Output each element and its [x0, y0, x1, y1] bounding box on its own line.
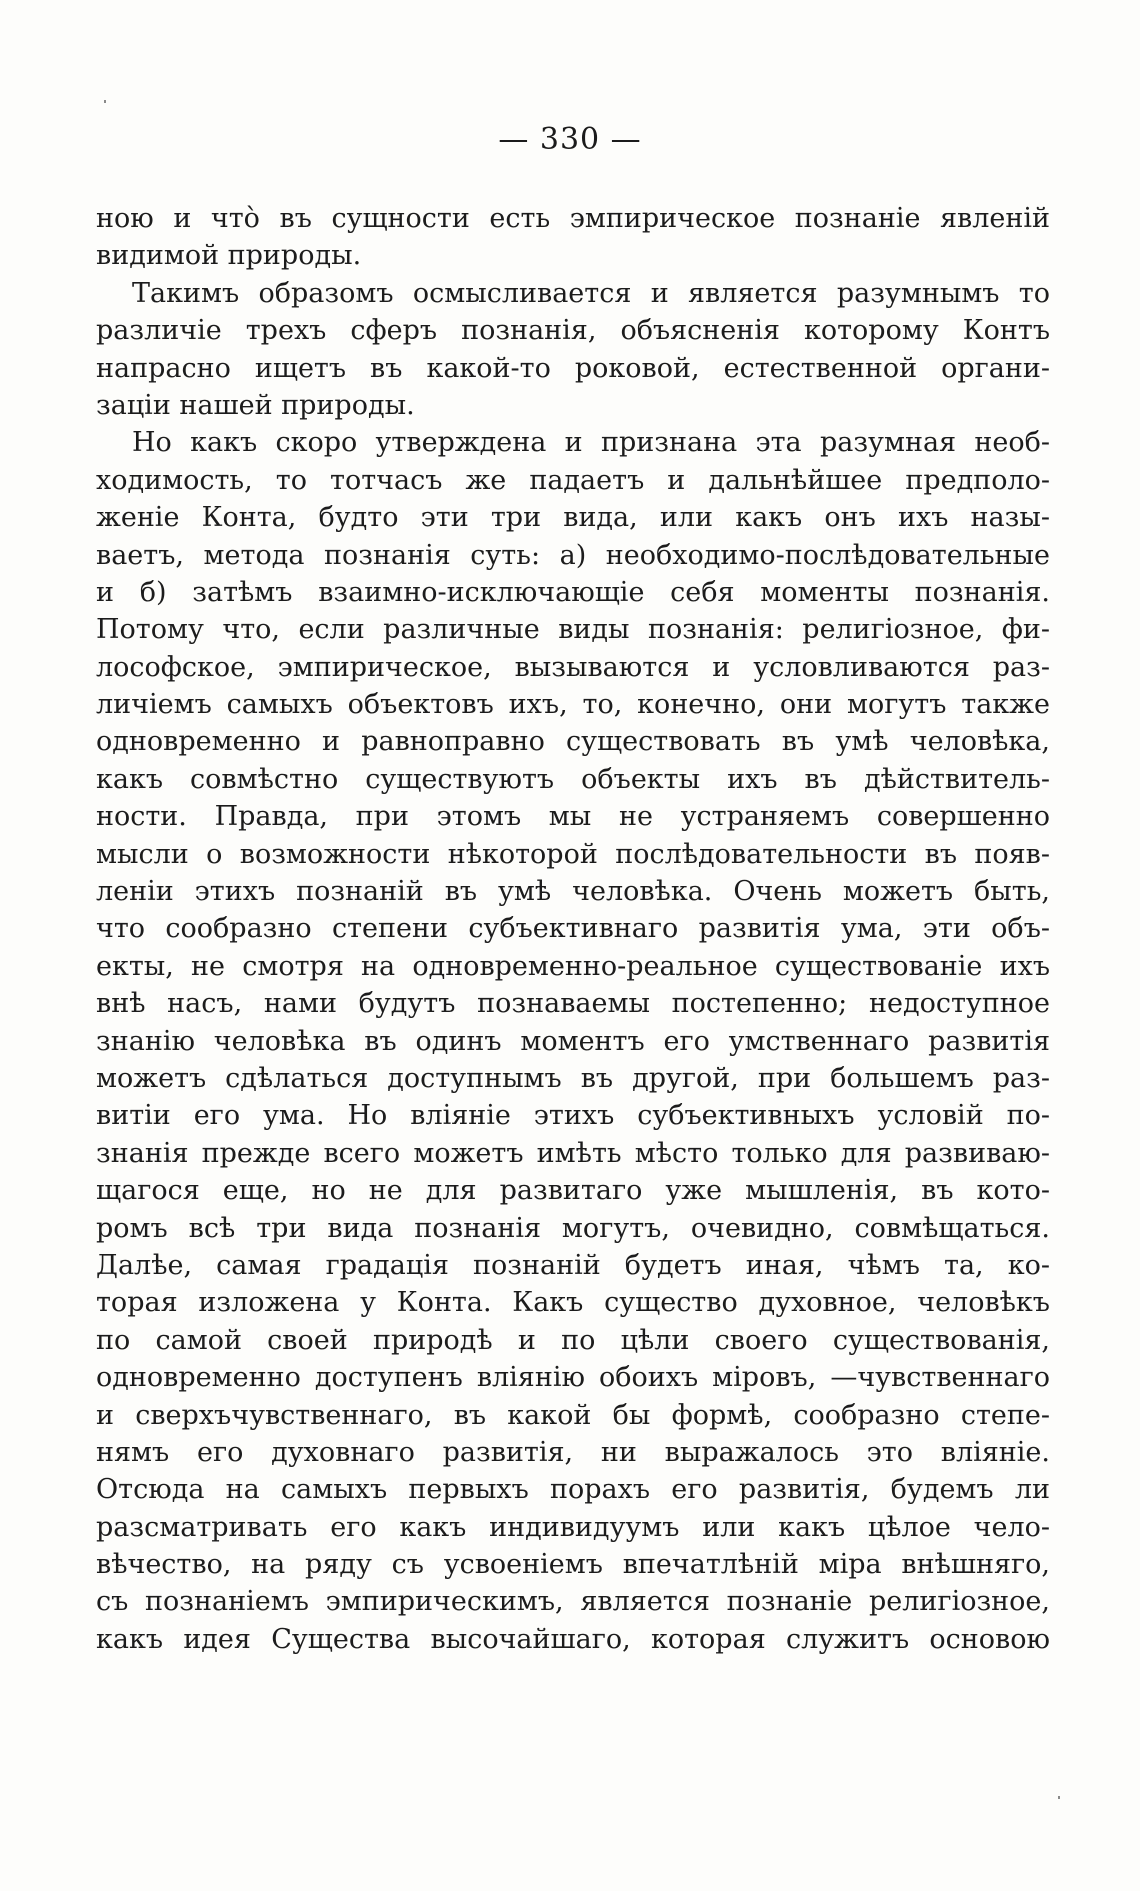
text-line: какъ идея Существа высочайшаго, которая служитъ основою	[96, 1623, 1050, 1655]
text-line: знанію человѣка въ одинъ моментъ его умственнаго развитія	[96, 1025, 1050, 1057]
text-line: можетъ сдѣлаться доступнымъ въ другой, при большемъ раз-	[96, 1062, 1050, 1094]
text-line: нямъ его духовнаго развитія, ни выражалось это вліяніе.	[96, 1436, 1050, 1468]
text-line: разсматривать его какъ индивидуумъ или какъ цѣлое чело-	[96, 1511, 1050, 1543]
text-line: внѣ насъ, нами будутъ познаваемы постепенно; недоступное	[96, 988, 1050, 1020]
body-text	[96, 200, 1050, 1658]
page-number: — 330 —	[498, 122, 642, 157]
text-line: какъ совмѣстно существуютъ объекты ихъ въ дѣйствитель-	[96, 763, 1050, 795]
text-line: лософское, эмпирическое, вызываются и условливаются раз-	[96, 651, 1050, 683]
text-line: ваетъ, метода познанія суть: а) необходимо-послѣдовательные	[96, 539, 1050, 571]
text-line: витіи его ума. Но вліяніе этихъ субъективныхъ условій по-	[96, 1100, 1050, 1132]
text-line: мысли о возможности нѣкоторой послѣдовательности въ появ-	[96, 838, 1050, 870]
text-line: Отсюда на самыхъ первыхъ порахъ его развитія, будемъ ли	[96, 1474, 1050, 1506]
text-line: одновременно и равноправно существовать въ умѣ человѣка,	[96, 726, 1050, 758]
text-line: заціи нашей природы.	[96, 389, 415, 421]
text-line: екты, не смотря на одновременно-реальное существованіе ихъ	[96, 950, 1050, 982]
text-line: ности. Правда, при этомъ мы не устраняемъ совершенно	[96, 801, 1050, 833]
text-line: ною и что̀ въ сущности есть эмпирическое познаніе явленій	[96, 203, 1050, 234]
text-line: съ познаніемъ эмпирическимъ, является познаніе религіозное,	[96, 1586, 1050, 1618]
text-line: одновременно доступенъ вліянію обоихъ міровъ, —чувственнаго	[96, 1362, 1050, 1394]
text-line: вѣчество, на ряду съ усвоеніемъ впечатлѣній міра внѣшняго,	[96, 1549, 1050, 1581]
text-line: Но какъ скоро утверждена и признана эта разумная необ-	[132, 427, 1050, 459]
text-line: женіе Конта, будто эти три вида, или какъ онъ ихъ назы-	[96, 502, 1050, 534]
text-line: и сверхъчувственнаго, въ какой бы формѣ, сообразно степе-	[96, 1399, 1050, 1431]
text-line: различіе трехъ сферъ познанія, объясненія которому Контъ	[96, 315, 1050, 347]
text-line: видимой природы.	[96, 240, 362, 272]
text-line: знанія прежде всего можетъ имѣть мѣсто только для развиваю-	[96, 1137, 1050, 1169]
paper-speck	[104, 100, 106, 103]
text-line: Далѣе, самая градація познаній будетъ иная, чѣмъ та, ко-	[96, 1249, 1050, 1281]
text-line: щагося еще, но не для развитаго уже мышленія, въ кото-	[96, 1175, 1050, 1207]
text-line: личіемъ самыхъ объектовъ ихъ, то, конечно, они могутъ также	[96, 689, 1050, 721]
text-line: напрасно ищетъ въ какой-то роковой, естественной органи-	[96, 352, 1050, 384]
text-line: ходимость, то тотчасъ же падаетъ и дальнѣйшее предполо-	[96, 464, 1050, 496]
text-line: леніи этихъ познаній въ умѣ человѣка. Очень можетъ быть,	[96, 876, 1050, 908]
text-line: и б) затѣмъ взаимно-исключающіе себя моменты познанія.	[96, 576, 1050, 608]
text-line: по самой своей природѣ и по цѣли своего существованія,	[96, 1324, 1050, 1356]
text-line: что сообразно степени субъективнаго развитія ума, эти объ-	[96, 913, 1050, 945]
text-line: ромъ всѣ три вида познанія могутъ, очевидно, совмѣщаться.	[96, 1212, 1050, 1244]
text-line: Потому что, если различные виды познанія: религіозное, фи-	[96, 614, 1050, 646]
paper-speck	[1058, 1796, 1060, 1799]
text-line: Такимъ образомъ осмысливается и является разумнымъ то	[132, 277, 1050, 309]
text-line: торая изложена у Конта. Какъ существо духовное, человѣкъ	[96, 1287, 1050, 1319]
